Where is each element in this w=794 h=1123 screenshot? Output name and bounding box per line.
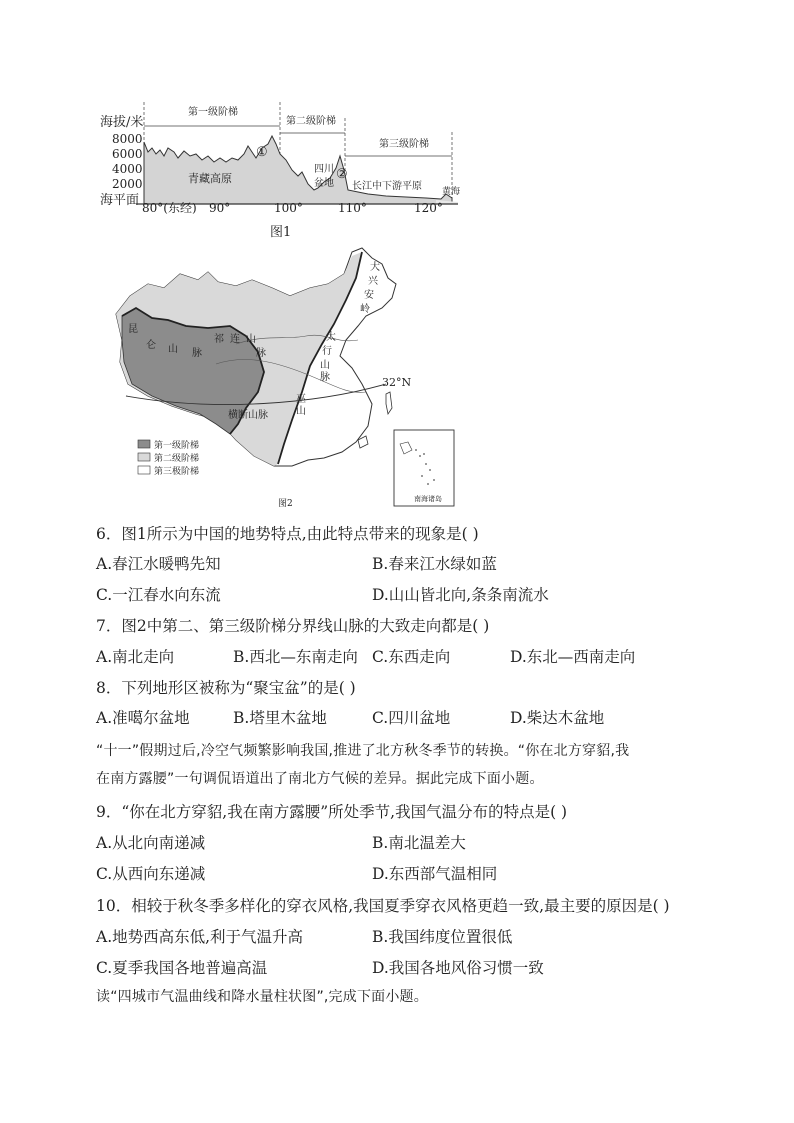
x-tick-120: 120° [414, 201, 443, 215]
figure-1-terrain-profile [96, 96, 476, 246]
label-daxinganling-2: 兴 [368, 276, 378, 287]
question-10-option-b[interactable]: B.我国纬度位置很低 [372, 928, 513, 946]
legend-step1: 第一级阶梯 [154, 441, 200, 451]
label-taihang-2: 行 [322, 346, 332, 357]
label-qilian-4: 脉 [256, 348, 266, 359]
x-tick-110: 110° [338, 201, 367, 215]
y-tick-8000: 8000 [112, 132, 143, 146]
question-8-option-c[interactable]: C.四川盆地 [372, 709, 451, 727]
label-qilian-2: 连 [230, 334, 240, 345]
question-6-option-d[interactable]: D.山山皆北向,条条南流水 [372, 586, 549, 604]
passage-line-1: “十一”假期过后,冷空气频繁影响我国,推进了北方秋冬季节的转换。“你在北方穿貂,我 [96, 743, 630, 759]
legend-step2: 第二级阶梯 [154, 454, 200, 464]
label-taihang-4: 脉 [320, 372, 330, 383]
passage-2: 读“四城市气温曲线和降水量柱状图”,完成下面小题。 [96, 989, 428, 1005]
question-10-option-a[interactable]: A.地势西高东低,利于气温升高 [96, 928, 304, 946]
label-hengduan: 横断山脉 [228, 410, 268, 421]
legend-swatch-step2 [138, 453, 150, 461]
question-10-option-d[interactable]: D.我国各地风俗习惯一致 [372, 959, 544, 977]
label-qilian-1: 祁 [214, 334, 224, 345]
question-9-option-b[interactable]: B.南北温差大 [372, 834, 466, 852]
region-sichuan-1: 四川 [314, 164, 334, 175]
region-changjiang: 长江中下游平原 [352, 181, 422, 192]
label-wushan-1: 巫 [296, 394, 306, 405]
marker-2: ② [336, 167, 348, 182]
sea-level-label: 海平面 [100, 193, 140, 208]
x-tick-100: 100° [274, 201, 303, 215]
label-taihang-1: 太 [326, 332, 336, 343]
y-tick-6000: 6000 [112, 147, 143, 161]
label-taihang-3: 山 [320, 360, 330, 371]
label-kunlun-1: 昆 [128, 324, 138, 335]
question-8-option-a[interactable]: A.准噶尔盆地 [96, 709, 190, 727]
label-kunlun-4: 脉 [192, 348, 202, 359]
question-7-stem: 7．图2中第二、第三级阶梯分界线山脉的大致走向都是( ) [96, 617, 490, 635]
question-7-option-b[interactable]: B.西北—东南走向 [233, 648, 358, 666]
marker-1: ① [256, 145, 268, 160]
question-6-option-c[interactable]: C.一江春水向东流 [96, 586, 221, 604]
question-7-option-a[interactable]: A.南北走向 [96, 648, 175, 666]
y-tick-4000: 4000 [112, 162, 143, 176]
question-7-option-d[interactable]: D.东北—西南走向 [510, 648, 636, 666]
label-daxinganling-1: 大 [370, 262, 380, 273]
question-9-option-c[interactable]: C.从西向东递减 [96, 865, 206, 883]
legend-swatch-step3 [138, 466, 150, 474]
step-3-label: 第三级阶梯 [379, 139, 429, 150]
figure-1-caption: 图1 [270, 225, 292, 240]
step-2-label: 第二级阶梯 [286, 116, 336, 127]
y-tick-2000: 2000 [112, 177, 143, 191]
question-8-option-d[interactable]: D.柴达木盆地 [510, 709, 605, 727]
label-kunlun-3: 山 [168, 344, 178, 355]
question-10-option-c[interactable]: C.夏季我国各地普遍高温 [96, 959, 268, 977]
label-daxinganling-4: 岭 [360, 304, 370, 315]
label-qilian-3: 山 [246, 334, 256, 345]
question-8-stem: 8．下列地形区被称为“聚宝盆”的是( ) [96, 679, 356, 697]
figure-2-china-map [96, 244, 476, 514]
y-axis-label: 海拔/米 [100, 115, 144, 130]
region-huanghai: 黄海 [442, 187, 461, 197]
question-6-option-a[interactable]: A.春江水暖鸭先知 [96, 555, 221, 573]
region-qingzang: 青藏高原 [188, 172, 232, 185]
figure-2-caption: 图2 [278, 499, 293, 509]
lat-label: 32°N [382, 376, 412, 389]
legend-swatch-step1 [138, 440, 150, 448]
question-9-option-a[interactable]: A.从北向南递减 [96, 834, 206, 852]
label-kunlun-2: 仑 [146, 340, 156, 351]
x-tick-80: 80°(东经) [142, 201, 197, 215]
inset-label: 南海诸岛 [414, 495, 442, 503]
question-9-option-d[interactable]: D.东西部气温相同 [372, 865, 498, 883]
region-sichuan-2: 盆地 [314, 178, 334, 189]
question-8-option-b[interactable]: B.塔里木盆地 [233, 709, 327, 727]
legend-step3: 第三极阶梯 [154, 467, 200, 477]
step-1-label: 第一级阶梯 [188, 107, 238, 118]
question-7-option-c[interactable]: C.东西走向 [372, 648, 451, 666]
label-wushan-2: 山 [296, 406, 306, 417]
question-10-stem: 10．相较于秋冬季多样化的穿衣风格,我国夏季穿衣风格更趋一致,最主要的原因是( ) [96, 897, 670, 915]
passage-line-2: 在南方露腰”一句调侃语道出了南北方气候的差异。据此完成下面小题。 [96, 771, 544, 787]
question-6-stem: 6．图1所示为中国的地势特点,由此特点带来的现象是( ) [96, 525, 479, 543]
x-tick-90: 90° [209, 201, 231, 215]
question-9-stem: 9．“你在北方穿貂,我在南方露腰”所处季节,我国气温分布的特点是( ) [96, 803, 568, 821]
question-6-option-b[interactable]: B.春来江水绿如蓝 [372, 555, 497, 573]
label-daxinganling-3: 安 [364, 290, 374, 301]
